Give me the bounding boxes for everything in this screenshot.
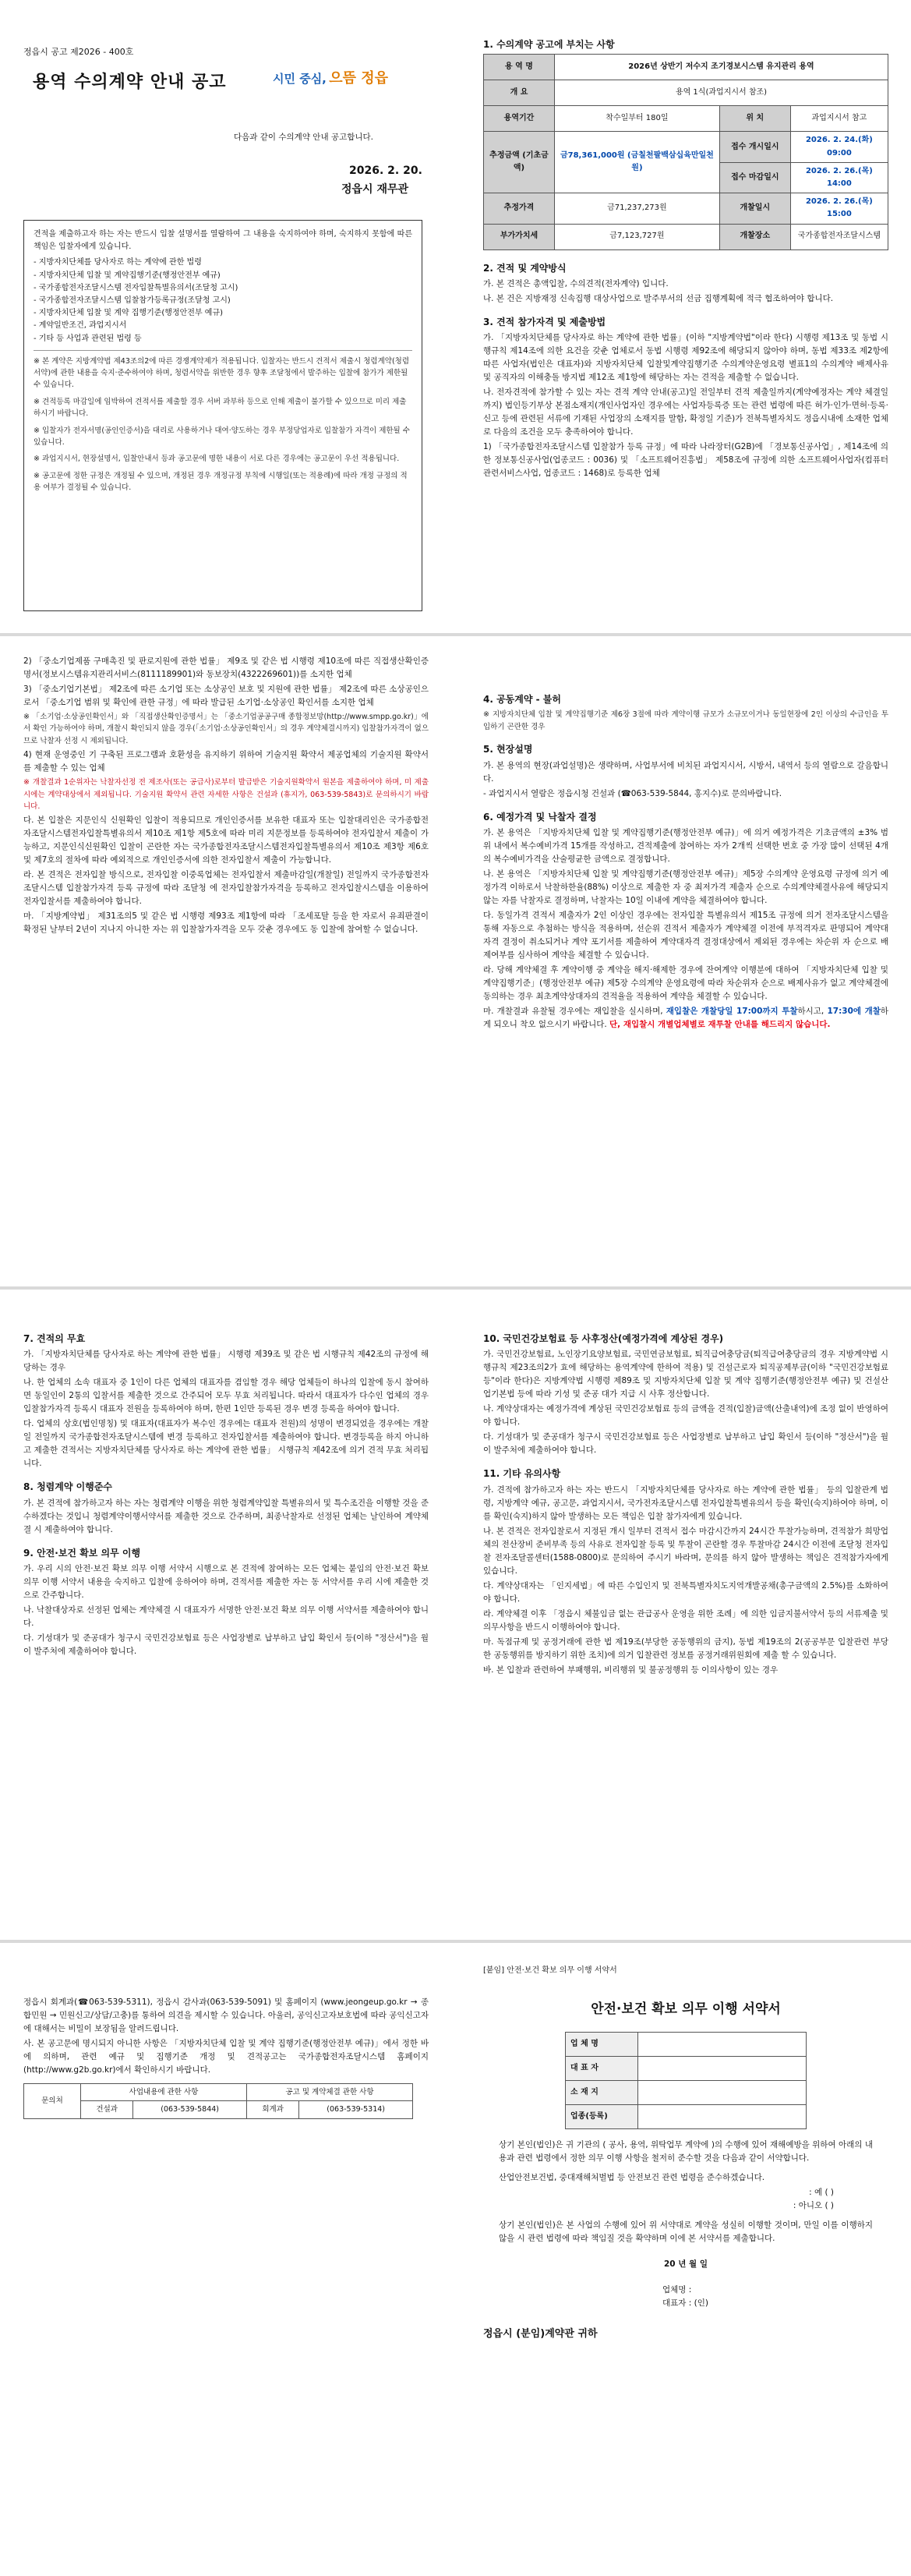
paragraph: 마. 개찰결과 유찰될 경우에는 재입찰을 실시하며, 재입찰은 개찰당일 17:00까지 투찰하시고, 17:30에 개찰하게 되오니 착오 없으시기 바랍니다. 단, 재입찰시 개별업체별로 재투찰 안내를 해드리지 않습니다. [483,1007,889,1030]
paragraph: 나. 낙찰대상자로 선정된 업체는 계약체결 시 대표자가 서명한 안전·보건 확보 의무 이행 서약서를 제출하여야 합니다. [23,1605,429,1629]
paragraph: 상기 본인(법인)은 본 사업의 수행에 있어 위 서약대로 계약을 성실히 이행할 것이며, 만일 이를 이행하지 않을 시 관련 법령에 따라 책임질 것을 확약하며 이에 본 서약서를 제출합니다. [499,2220,873,2243]
table-cell: 2026년 상반기 저수지 조기경보시스템 유지관리 용역 [555,55,888,80]
signature-company: 업체명 : [662,2284,692,2295]
paragraph: 다. 계약상대자는 「인지세법」에 따른 수입인지 및 전북특별자치도지역개발공채(총구금액의 2.5%)를 소화하여야 합니다. [483,1580,888,1604]
table-header: 접수 개시일시 [719,132,790,162]
section-title: 1. 수의계약 공고에 부치는 사항 [483,39,615,50]
paragraph: ※ 지방자치단체 입찰 및 계약집행기준 제6장 3절에 따라 계약이행 규모가 소규모이거나 동일현장에 2인 이상의 수급인을 투입하기 곤란한 경우 [483,710,888,731]
company-name-field[interactable] [638,2032,807,2056]
table-cell: 건설과 [81,2101,133,2118]
list-item: - 지방자치단체 입찰 및 계약집행기준(행정안전부 예규) [34,271,221,280]
box-lead: 견적을 제출하고자 하는 자는 반드시 입찰 설명서를 열람하여 그 내용을 숙지하여야 하며, 숙지하지 못함에 따른 책임은 입찰자에게 있습니다. [34,230,412,252]
paragraph: 라. 당해 계약체결 후 계약이행 중 계약을 해지·해제한 경우에 잔여계약 이행분에 대하여 「지방자치단체 입찰 및 계약집행기준」(행정안전부 예규) 제5장 수의계약 운영요령에 따라 차순위자 순으로 배제사유가 없고 계약체결에 동의하는 경우 최초계약상대자의 견적율을 적용하여 계약을 체결할 수 있습니다. [483,965,888,1002]
intro-text: 다음과 같이 수의계약 안내 공고합니다. [234,133,373,142]
pledge-date: 20 년 월 일 [663,2259,708,2269]
paragraph: 다. 본 입찰은 지문인식 신원확인 입찰이 적용되므로 개인인증서를 보유한 대표자 또는 입찰대리인은 국가종합전자조달시스템전자입찰특별유의서 제10조 제1항 제5호에 따라 미리 지문정보를 등록하여야 전자입찰서 제출이 가능하고, 지문인식신원확인 입찰이 곤란한 자는 국가종합전자조달시스템전자입찰특별유의서 제10조 제3항 제6호 및 제7호의 절차에 따라 예외적으로 개인인증서에 의한 전자입찰서 제출이 가능합니다. [23,816,429,865]
paragraph: 산업안전보건법, 중대재해처벌법 등 안전보건 관련 법령을 준수하겠습니다. [499,2172,765,2182]
pledge-form [483,1965,888,2342]
table-cell: 회계과 [246,2101,298,2118]
paragraph: 나. 전자견적에 참가할 수 있는 자는 견적 계약 안내(공고)일 전일부터 견적 제출일까지(계약예정자는 계약 체결일까지) 법인등기부상 본점소재지(개인사업자인 경우에는 사업자등록증 또는 관련 법령에 따른 허가·인가·면허·등록·신고 등에 관련된 서류에 기재된 사업장의 소재지를 말함, 확정일 기준)가 전북특별자치도 정읍시내에 소재한 업체로 다음의 조건을 모두 충족하여야 합니다. [483,387,888,437]
paragraph: 3) 「중소기업기본법」 제2조에 따른 소기업 또는 소상공인 보호 및 지원에 관한 법률」 제2조에 따른 소상공인으로서 「중소기업 범위 및 확인에 관한 규정」에 따라 발급된 소기업·소상공인 확인서를 소지한 업체 [23,685,429,707]
notice-date: 2026. 2. 20. [349,165,422,177]
section-title: 2. 견적 및 계약방식 [483,262,567,274]
paragraph: 다. 동일가격 견적서 제출자가 2인 이상인 경우에는 전자입찰 특별유의서 제15조 규정에 의거 전자조달시스템을 통해 자동으로 추첨하는 방식을 적용하며, 선순위 견적서 제출자가 계약체결 이전에 부적격자로 판명되어 계약대자격 결정이 취소되거나 계약 포기서를 제출하여 계약대자격 결정대상에서 제외된 경우에는 차순위 자 순으로 배제여부를 심사하여 계약을 체결할 수 있습니다. [483,911,888,961]
table-cell: 국가종합전자조달시스템 [790,224,888,249]
section-title: 4. 공동계약 - 불허 [483,694,561,705]
paragraph: 마. 「지방계약법」 제31조의5 및 같은 법 시행령 제93조 제1항에 따라 「조세포탈 등을 한 자로서 유죄판결이 확정된 날부터 2년이 지나지 아니한 자는 위 입찰참가자격을 모두 갖춘 경우에도 동 입찰에 참여할 수 없습니다. [23,911,429,935]
notice-number: 정읍시 공고 제2026 - 400호 [23,47,134,57]
paragraph: 다. 기성대가 및 준공대가 청구시 국민건강보험료 등은 사업장별로 납부하고 납입 확인서 등(이하 "정산서")을 월이 발주처에 제출하여야 합니다. [483,1432,888,1456]
table-cell: 과업지시서 참고 [790,106,888,132]
box-law-list [34,257,412,345]
list-item: - 국가종합전자조달시스템 입찰참가등록규정(조달청 고시) [34,295,231,305]
box-note: ※ 견적등록 마감일에 임박하여 견적서를 제출할 경우 서버 과부하 등으로 인해 제출이 불가할 수 있으므로 미리 제출하시기 바랍니다. [34,397,407,419]
section-title: 5. 현장설명 [483,744,533,755]
table-header: 문의처 [24,2084,81,2119]
table-header: 개 요 [484,80,555,106]
section-title: 7. 견적의 무효 [23,1333,86,1344]
table-cell: 금7,123,727원 [555,224,720,249]
issuer: 정읍시 재무관 [341,183,409,196]
section-title: 9. 안전·보건 확보 의무 이행 [23,1547,141,1559]
table-cell: 용역 1식(과업지시서 참조) [555,80,888,106]
list-item: - 기타 등 사업과 관련된 법령 등 [34,334,142,343]
no-checkbox[interactable]: : 아니오 ( ) [793,2200,834,2210]
table-cell: 2026. 2. 24.(화) 09:00 [790,132,888,162]
paragraph: 가. 견적에 참가하고자 하는 자는 반드시 「지방자치단체를 당사자로 하는 계약에 관한 법률」 등의 입찰관계 법령, 지방계약 예규, 공고문, 과업지시서, 국가전자조달시스템 전자입찰특별유의서 등을 확인(숙지)하여야 하며, 이를 확인(숙지)하지 않아 발생하는 모든 책임은 입찰 참가자에게 있습니다. [483,1484,888,1521]
paragraph: 마. 독점규제 및 공정거래에 관한 법 제19조(부당한 공동행위의 금지), 동법 제19조의 2(공공부문 입찰관련 부당한 공동행위를 방지하기 위한 조치)에 의거 입찰관련 정보를 공정거래위원회에 제출 할 수 있습니다. [483,1637,888,1660]
table-header: 사업내용에 관한 사항 [81,2084,247,2101]
pledge-info-table [565,2032,807,2129]
sections-4-6 [483,686,888,1033]
page-separator [0,1940,911,1943]
table-header: 위 치 [719,106,790,132]
table-header: 부가가치세 [484,224,555,249]
table-header: 공고 및 계약체결 관한 사항 [246,2084,412,2101]
paragraph: ※ 「소기업·소상공인확인서」와 「직접생산확인증명서」는 「중소기업공공구매 종합정보망(http://www.smpp.go.kr)」에서 확인 가능하여야 하며, 개찰시 확인되지 않을 경우(「소기업·소상공인확인서」의 경우 계약체결시까지) 입찰참가자격이 없으므로 낙찰자 선정 시 제외됩니다. [23,713,429,745]
paragraph: 상기 본인(법인)은 귀 기관의 ( 공사, 용역, 위탁업무 계약에 )의 수행에 있어 재해예방을 위하여 아래의 내용과 관련 법령에서 정한 의무 이행 사항을 철저히 준수할 것을 다음과 같이 서약합니다. [499,2139,873,2163]
table-header: 개찰일시 [719,193,790,224]
contact-table [23,2083,413,2119]
paragraph: 나. 한 업체의 소속 대표자 중 1인이 다른 업체의 대표자를 겸임할 경우 해당 업체들이 하나의 입찰에 동시 참여하면 동일인이 2통의 입찰서를 제출한 것으로 간주되어 모두 무효 처리됩니다. 따라서 대표자가 다수인 업체의 경우 입찰참가자격 등록시 대표자 전원을 등록하여야 하며, 한편 1인만 등록된 경우 변경 등록을 하여야 합니다. [23,1378,429,1414]
list-item: - 계약일반조건, 과업지시서 [34,321,127,331]
paragraph: 나. 계약상대자는 예정가격에 계상된 국민건강보험료 등의 금액을 견적(입찰)금액(산출내역)에 조정 없이 반영하여야 합니다. [483,1404,888,1428]
paragraph: 라. 계약체결 이후 「정읍시 체불임금 없는 관급공사 운영을 위한 조례」에 의한 임금지불서약서 등의 서류제출 및 의무사항을 반드시 이행하여야 합니다. [483,1608,888,1632]
section-title: 6. 예정가격 및 낙찰자 결정 [483,811,597,823]
section-title: 8. 청렴계약 이행준수 [23,1481,113,1493]
pledge-recipient: 정읍시 (분임)계약관 귀하 [483,2327,598,2340]
paragraph: 다. 업체의 상호(법인명칭) 및 대표자(대표자가 복수인 경우에는 대표자 전원)의 성명이 변경되었을 경우에는 개찰일 전일까지 국가종합전자조달시스템에 변경 등록하고 전자입찰서를 제출하여야 합니다. 변경등록을 하지 아니하고 제출한 견적서는 지방자치단체를 당사자로 하는 계약에 관한 법률」 시행규칙 제42조에 의거 견적 무효 처리됩니다. [23,1419,429,1469]
table-header: 업 체 명 [566,2032,638,2056]
section-3-cont [23,655,429,938]
table-header: 용 역 명 [484,55,555,80]
city-slogan-logo: 시민 중심, 으뜸 정읍 [273,70,389,87]
paragraph: - 과업지시서 열람은 정읍시청 건설과 (☎063-539-5844, 홍지수)로 문의바랍니다. [483,788,782,798]
box-note: ※ 공고문에 정한 규정은 개정될 수 있으며, 개정된 경우 개정규정 부칙에 시행일(또는 적용례)에 따라 개정 규정의 적용 여부가 결정될 수 있습니다. [34,471,408,493]
table-header: 용역기간 [484,106,555,132]
page-separator [0,1286,911,1290]
paragraph: 2) 「중소기업제품 구매촉진 및 판로지원에 관한 법률」 제9조 및 같은 법 시행령 제10조에 따른 직접생산확인증명서(정보시스템유지관리서비스(8111189901)와 동보장치(4322269601))를 소지한 업체 [23,656,429,679]
pledge-title: 안전·보건 확보 의무 이행 서약서 [591,2001,781,2018]
paragraph: 가. 국민건강보험료, 노인장기요양보험료, 국민연금보험료, 퇴직급여충당금(퇴직급여충당금의 경우 지방계약법 시행규칙 제23조의2가 효에 해당하는 용역계약에 한하여 적용) 및 건설근로자 퇴직공제부금(이하 "국민건강보험료 등"이라 한다)은 지방계약법 시행령 제89조 및 지방자치단체 입찰 및 계약 집행기준(행정안전부 예규) 및 건설산업기본법 등에 따라 기성 및 준공 대가 지급 시 사후 정산합니다. [483,1350,888,1399]
attachment-label: [붙임] 안전·보건 확보 의무 이행 서약서 [483,1966,617,1975]
table-header: 추정금액 (기초금액) [484,132,555,193]
table-cell: 금71,237,273원 [555,193,720,224]
paragraph: 가. 「지방자치단체를 당사자로 하는 계약에 관한 법률」(이하 "지방계약법"이라 한다) 시행령 제13조 및 동법 시행규칙 제14조에 의한 요건을 갖춘 업체로서 동법 시행령 제92조에 해당되지 않아야 하며, 동법 제33조 제2항에 따른 사업자(법인은 대표자)와 지방자치단체 입찰및계약집행기준 수의계약운영요령 별표1의 수의계약 배제사유 및 공직자의 이해충돌 방지법 제12조 제1항에 해당하는 자는 견적을 제출할 수 없습니다. [483,333,888,383]
paragraph: 가. 본 용역의 현장(과업설명)은 생략하며, 사업부서에 비치된 과업지시서, 시방서, 내역서 등의 열람으로 갈음합니다. [483,760,888,784]
section-title: 3. 견적 참가자격 및 제출방법 [483,317,606,327]
paragraph: 정읍시 회계과(☎063-539-5311), 정읍시 감사과(063-539-5091) 및 홈페이지 (www.jeongeup.go.kr → 종합민원 → 민원신고/상담/고충)를 통하여 의견을 제시할 수 있습니다. 아울러, 공익신고자보호법에 따라 공익신고자에 대해서는 비밀이 보장됨을 알려드립니다. [23,1997,429,2033]
paragraph: ※ 개찰결과 1순위자는 낙찰자선정 전 제조사(또는 공급사)로부터 발급받은 기술지원확약서 원본을 제출하여야 하며, 미 제출시에는 계약대상에서 제외됩니다. 기술지원 확약서 관련 자세한 사항은 건설과 (휴지가, 063-539-5843)로 문의하시기 바랍니다. [23,778,429,811]
paragraph: 가. 본 용역은 「지방자치단체 입찰 및 계약집행기준(행정안전부 예규)」에 의거 예정가격은 기초금액의 ±3% 범위 내에서 복수예비가격 15개를 작성하고, 견적제출에 참여하는 자가 2개씩 선택한 번호 중 가장 많이 선택된 4개의 복수예비가격을 산술평균한 금액으로 결정합니다. [483,828,888,865]
list-item: - 국가종합전자조달시스템 전자입찰특별유의서(조달청 고시) [34,283,238,292]
table-cell: 2026. 2. 26.(목) 15:00 [790,193,888,224]
sections-7-9 [23,1325,429,1660]
list-item: - 지방자치단체 입찰 및 계약 집행기준(행정안전부 예규) [34,309,224,318]
paragraph: 라. 본 견적은 전자입찰 방식으로, 전자입찰 이중록업체는 전자입찰서 제출마감일(개찰일) 전일까지 국가종합전자조달시스템 입찰참가자격 등록 규정에 따라 조달청 에 전자입찰참가자격을 등록하고 전자입찰시스템을 이용하여 전자입찰서를 제출하여야 합니다. [23,870,429,907]
contract-info-table [483,54,888,249]
section-title: 11. 기타 유의사항 [483,1468,561,1480]
table-header: 추정가격 [484,193,555,224]
table-header: 접수 마감일시 [719,162,790,193]
page-separator [0,633,911,636]
table-header: 업종(등록) [566,2104,638,2128]
table-cell: 금78,361,000원 (금칠천팔백삼십육만일천원) [555,132,720,193]
table-cell: (063-539-5314) [299,2101,413,2118]
page-title: 용역 수의계약 안내 공고 [33,73,227,92]
box-note: ※ 과업지시서, 현장설명서, 입찰안내서 등과 공고문에 명한 내용이 서로 다른 경우에는 공고문이 우선 적용됩니다. [34,455,400,464]
table-header: 개찰장소 [719,224,790,249]
representative-field[interactable] [638,2056,807,2080]
paragraph: 가. 본 견적에 참가하고자 하는 자는 청렴계약 이행을 위한 청렴계약입찰 특별유의서 및 특수조건을 이행할 것을 준수하겠다는 것입니 청렴계약이행서약서를 제출한 것으로 간주하며, 최종낙찰자로 선정된 업체는 날인하여 계약체결 시 제출하여야 합니다. [23,1498,429,1534]
paragraph: 나. 본 용역은 「지방자치단체 입찰 및 계약집행기준(행정안전부 예규)」제5장 수의계약 운영요령 규정에 의거 예정가격 이하로서 낙찰하한율(88%) 이상으로 제출한 자 중 최저가격 제출자 순으로 수의계약체결사유에 해당되지 않는 자를 낙찰자로 결정하며, 낙찰자는 10일 이내에 계약을 체결하여야 합니다. [483,869,888,906]
paragraph: 가. 본 견적은 총액입찰, 수의견적(전자계약) 입니다. [483,279,669,288]
list-item: - 지방자치단체를 당사자로 하는 계약에 관한 법령 [34,258,202,267]
notice-box [23,220,422,611]
paragraph: 4) 현재 운영중인 기 구축된 프로그램과 호환성을 유지하기 위하여 기술지원 확약서 제공업체의 기술지원 확약서를 제출할 수 있는 업체 [23,750,429,773]
paragraph: 사. 본 공고문에 명시되지 아니한 사항은 「지방자치단체 입찰 및 계약 집행기준(행정안전부 예규)」에서 정한 바에 의하며, 관련 예규 및 집행기준 개정 및 견적공고는 국가종합전자조달시스템 홈페이지(http://www.g2b.go.kr)에서 확인하시기 바랍니다. [23,2039,429,2075]
signature-representative: 대표자 : (인) [662,2298,708,2308]
paragraph: 나. 본 견적은 전자입찰로서 지정된 개시 일부터 견적서 접수 마감시간까지 24시간 투찰가능하며, 견적참가 희망업체의 전산장비 준비부족 등의 사유로 전자입찰 등록 및 투찰이 곤란할 경우 투찰마감 24시간 이전에 조달청 전자입찰 전자조달콜센터(1588-0800)로 문의하여 주시기 바라며, 문의를 하지 않아 발생하는 책임은 견적참가자에게 있습니다. [483,1526,888,1576]
section-1 [483,31,888,482]
table-cell: 착수일부터 180일 [555,106,720,132]
box-note: ※ 입찰자가 전자서명(공인인증서)을 대리로 사용하거나 대여·양도하는 경우 부정당업자로 입찰참가 자격이 제한될 수 있습니다. [34,426,410,447]
paragraph: 바. 본 입찰과 관련하여 부패행위, 비리행위 및 불공정행위 등 이의사항이 있는 경우 [483,1665,779,1675]
paragraph: 다. 기성대가 및 준공대가 청구시 국민건강보험료 등은 사업장별로 납부하고 납입 확인서 등(이하 "정산서")을 월이 발주처에 제출하여야 합니다. [23,1633,429,1657]
section-11-cont [23,1996,429,2119]
table-header: 소 재 지 [566,2080,638,2104]
table-cell: 2026. 2. 26.(목) 14:00 [790,162,888,193]
table-header: 대 표 자 [566,2056,638,2080]
paragraph: 나. 본 건은 지방재정 신속집행 대상사업으로 발주부서의 선금 집행계획에 적극 협조하여야 합니다. [483,294,834,303]
box-note: ※ 본 계약은 지방계약법 제43조의2에 따른 경쟁계약제가 적용됩니다. 입찰자는 반드시 견적서 제출시 청렴계약(청렴서약)에 관한 내용을 숙지·준수하여야 하며, 청렴서약을 위반한 경우 향후 조달청에서 발주하는 입찰에 참가가 제한될 수 있습니다. [34,356,410,390]
sections-10-11 [483,1325,888,1679]
yes-checkbox[interactable]: : 예 ( ) [809,2187,834,2197]
section-title: 10. 국민건강보험료 등 사후정산(예정가격에 계상된 경우) [483,1333,724,1344]
paragraph: 가. 「지방자치단체를 당사자로 하는 계약에 관한 법률」 시행령 제39조 및 같은 법 시행규칙 제42조의 규정에 해당하는 경우 [23,1350,429,1373]
paragraph: 가. 우리 시의 안전·보건 확보 의무 이행 서약서 시행으로 본 견적에 참여하는 모든 업체는 붙임의 안전·보건 확보 의무 이행 서약서 내용을 숙지하고 입찰에 응하여야 하며, 견적서를 제출한 자는 동 서약서를 우리 시에 제출한 것으로 간주합니다. [23,1564,429,1601]
address-field[interactable] [638,2080,807,2104]
paragraph: 1) 「국가종합전자조달시스템 입찰참가 등록 규정」에 따라 나라장터(G2B)에 「경보통신공사업」, 제14조에 의한 정보통신공사업(업종코드 : 0036) 및 「소프트웨어진흥법」 제58조에 규정에 의한 소프트웨어사업자(컴퓨터관련서비스사업, 업종코드 : 1468)로 등록한 업체 [483,442,888,479]
table-cell: (063-539-5844) [133,2101,247,2118]
business-type-field[interactable] [638,2104,807,2128]
